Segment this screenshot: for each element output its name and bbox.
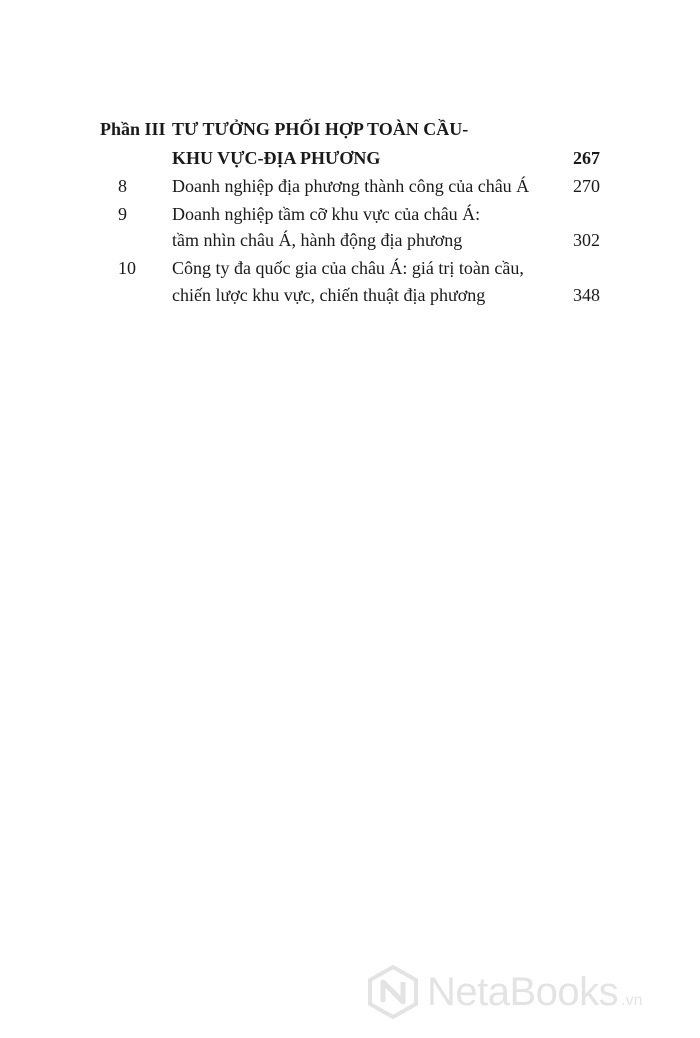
watermark-suffix: .vn bbox=[621, 992, 643, 1009]
part-title-line-1: TƯ TƯỞNG PHỐI HỢP TOÀN CẦU- bbox=[172, 119, 469, 139]
chapter-page-number: 302 bbox=[573, 230, 600, 250]
chapter-page-number: 270 bbox=[573, 176, 600, 196]
chapter-title: Công ty đa quốc gia của châu Á: giá trị toàn cầu, bbox=[172, 258, 524, 278]
chapter-number: 8 bbox=[118, 176, 127, 196]
part-label: Phần III bbox=[100, 119, 166, 139]
chapter-number: 9 bbox=[118, 204, 127, 224]
chapter-number: 10 bbox=[118, 258, 136, 278]
chapter-title: Doanh nghiệp địa phương thành công của châu Á bbox=[172, 176, 530, 196]
part-page-number: 267 bbox=[573, 148, 600, 168]
watermark bbox=[365, 962, 685, 1022]
chapter-page-number: 348 bbox=[573, 285, 600, 305]
chapter-title-continued: chiến lược khu vực, chiến thuật địa phương bbox=[172, 285, 486, 305]
chapter-title-continued: tầm nhìn châu Á, hành động địa phương bbox=[172, 230, 463, 250]
watermark-brand: NetaBooks bbox=[427, 969, 619, 1014]
chapter-title: Doanh nghiệp tầm cỡ khu vực của châu Á: bbox=[172, 204, 481, 224]
netabooks-logo-icon bbox=[365, 964, 421, 1020]
part-title-line-2: KHU VỰC-ĐỊA PHƯƠNG bbox=[172, 148, 381, 168]
